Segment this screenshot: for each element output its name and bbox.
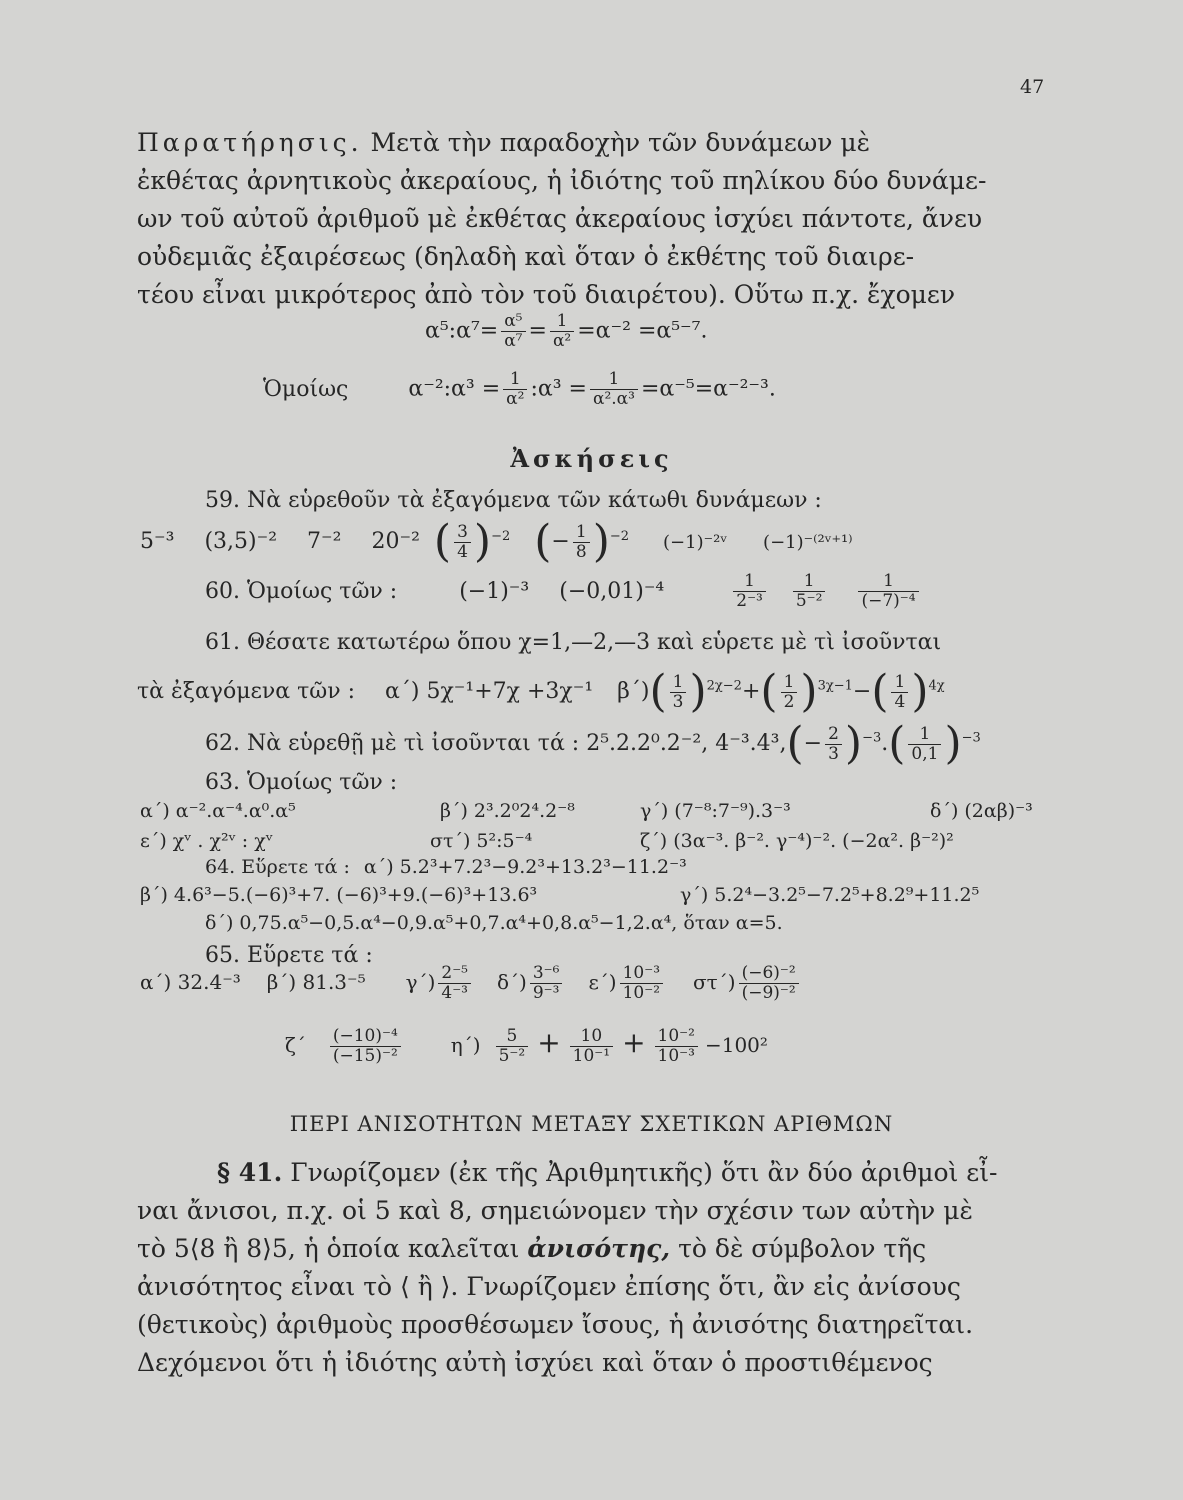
formula-2-label: Ὁμοίως xyxy=(263,376,349,402)
remark-paragraph xyxy=(137,124,1042,314)
formula-1-fraction-b: $\frac{1}{\text{α²}}$ xyxy=(550,312,574,351)
page-number: 47 xyxy=(1020,76,1045,98)
exercise-65-row-1: α΄) 32.4⁻³ β΄) 81.3⁻⁵ γ΄) $\frac{\text{2⁻⁵}}{\text{4⁻³}}$ δ΄) $\frac{\text{3⁻⁶}}{\text{9⁻³}}$ ε΄) $\frac{\text{10⁻³}}{\text{10⁻²}}$ στ΄) $\frac{\text{(−6)⁻²}}{\text{(−9)⁻²}}$ xyxy=(140,964,802,1003)
exercise-65-row-2: ζ΄ $\frac{\text{(−10)⁻⁴}}{\text{(−15)⁻²}}$ η΄) $\frac{5}{\text{5⁻²}}$ + $\frac{10}{\text{10⁻¹}}$ + $\frac{\text{10⁻²}}{\text{10⁻³}}$ −100² xyxy=(285,1026,768,1066)
exercise-61-line-2: τὰ ἐξαγόμενα τῶν : α΄) 5χ⁻¹+7χ +3χ⁻¹ β΄)( $\frac{1}{3}$ )$^{2\chi-2}$+( $\frac{1}{2}$ )$^{3\chi-1}$−( $\frac{1}{4}$ )$^{4\chi}$ xyxy=(137,666,945,717)
remark-line-5: τέου εἶναι μικρότερος ἀπὸ τὸν τοῦ διαιρέτου). Οὕτω π.χ. ἔχομεν xyxy=(137,280,956,309)
exercise-61-line-1: 61. Θέσατε κατωτέρω ὅπου χ=1,—2,—3 καὶ εὑρετε μὲ τὶ ἰσοῦνται xyxy=(205,630,942,655)
exercise-59-intro: 59. Νὰ εὑρεθοῦν τὰ ἐξαγόμενα τῶν κάτωθι δυνάμεων : xyxy=(205,488,822,513)
exercise-64-row-1: 64. Εὕρετε τά : α΄) 5.2³+7.2³−9.2³+13.2³−11.2⁻³ xyxy=(205,856,687,878)
remark-line-2: ἐκθέτας ἀρνητικοὺς ἀκεραίους, ἡ ἰδιότης τοῦ πηλίκου δύο δυνάμε- xyxy=(137,166,987,195)
exercise-63-label: 63. Ὁμοίως τῶν : xyxy=(205,770,398,795)
formula-2-fraction-a: $\frac{1}{\text{α²}}$ xyxy=(503,370,527,409)
section-41-label: § 41. xyxy=(217,1158,283,1187)
remark-label: Παρατήρησις. xyxy=(137,128,363,157)
formula-2: Ὁμοίως α⁻²:α³ = $\frac{1}{\text{α²}}$ :α³ = $\frac{1}{\text{α².α³}}$ =α⁻⁵=α⁻²⁻³. xyxy=(263,369,776,409)
exercise-59-items: 5⁻³ (3,5)⁻² 7⁻² 20⁻² ( $\frac{3}{4}$ )$^{-2}$ (− $\frac{1}{8}$ )$^{-2}$ (−1)⁻²ᵛ (−1)⁻⁽²ᵛ⁺¹⁾ xyxy=(140,516,853,567)
exercise-64-row-3: δ΄) 0,75.α⁵−0,5.α⁴−0,9.α⁵+0,7.α⁴+0,8.α⁵−1,2.α⁴, ὅταν α=5. xyxy=(205,912,783,934)
formula-2-fraction-b: $\frac{1}{\text{α².α³}}$ xyxy=(590,370,638,409)
section-41-paragraph: § 41. Γνωρίζομεν (ἐκ τῆς Ἀριθμητικῆς) ὅτι ἂν δύο ἀριθμοὶ εἶ- ναι ἄνισοι, π.χ. οἱ 5 καὶ 8, σημειώνομεν τὴν σχέσιν των αὐτὴν μὲ τὸ 5⟨8 ἢ 8⟩5, ἡ ὁποία καλεῖται ἀνισότης, τὸ δὲ σύμβολον τῆς ἀνισότητος εἶναι τὸ ⟨ ἢ ⟩. Γνωρίζομεν ἐπίσης ὅτι, ἂν εἰς ἀνίσους (θετικοὺς) ἀριθμοὺς προσθέσωμεν ἴσους, ἡ ἀνισότης διατηρεῖται. Δεχόμενοι ὅτι ἡ ἰδιότης αὐτὴ ἰσχύει καὶ ὅταν ὁ προστιθέμενος xyxy=(137,1158,998,1377)
exercise-63-row-2: ε΄) χᵛ . χ²ᵛ : χᵛ στ΄) 5²:5⁻⁴ ζ΄) (3α⁻³. β⁻². γ⁻⁴)⁻². (−2α². β⁻²)² xyxy=(140,830,954,852)
formula-1-fraction-a: $\frac{\text{α⁵}}{\text{α⁷}}$ xyxy=(501,312,525,351)
section-heading: ΠΕΡΙ ΑΝΙΣΟΤΗΤΩΝ ΜΕΤΑΞΥ ΣΧΕΤΙΚΩΝ ΑΡΙΘΜΩΝ xyxy=(289,1112,894,1136)
exercise-62: 62. Νὰ εὑρεθῇ μὲ τὶ ἰσοῦνται τά : 2⁵.2.2⁰.2⁻², 4⁻³.4³,(− $\frac{2}{3}$ )$^{-3}$.( $\frac{1}{0,1}$ )$^{-3}$ xyxy=(205,718,981,769)
formula-1: α⁵:α⁷= $\frac{\text{α⁵}}{\text{α⁷}}$ = $\frac{1}{\text{α²}}$ =α⁻² =α⁵⁻⁷. xyxy=(425,311,708,351)
exercise-60: 60. Ὁμοίως τῶν : (−1)⁻³ (−0,01)⁻⁴ $\frac{1}{\text{2⁻³}}$ $\frac{1}{\text{5⁻²}}$ $\frac{1}{\text{(−7)⁻⁴}}$ xyxy=(205,572,922,611)
exercises-title: Ἀσκήσεις xyxy=(510,444,673,473)
exercise-64-row-2: β΄) 4.6³−5.(−6)³+7. (−6)³+9.(−6)³+13.6³ γ΄) 5.2⁴−3.2⁵−7.2⁵+8.2⁹+11.2⁵ xyxy=(140,884,980,906)
remark-line-1: Μετὰ τὴν παραδοχὴν τῶν δυνάμεων μὲ xyxy=(370,128,871,157)
remark-line-4: οὐδεμιᾶς ἐξαιρέσεως (δηλαδὴ καὶ ὅταν ὁ ἐκθέτης τοῦ διαιρε- xyxy=(137,242,915,271)
exercise-63-row-1: α΄) α⁻².α⁻⁴.α⁰.α⁵ β΄) 2³.2⁰2⁴.2⁻⁸ γ΄) (7⁻⁸:7⁻⁹).3⁻³ δ΄) (2αβ)⁻³ xyxy=(140,800,1033,822)
term-inequality: ἀνισότης, xyxy=(527,1234,671,1263)
remark-line-3: ων τοῦ αὐτοῦ ἀριθμοῦ μὲ ἐκθέτας ἀκεραίους ἰσχύει πάντοτε, ἄνευ xyxy=(137,204,983,233)
exercise-65-label: 65. Εὕρετε τά : xyxy=(205,943,373,968)
